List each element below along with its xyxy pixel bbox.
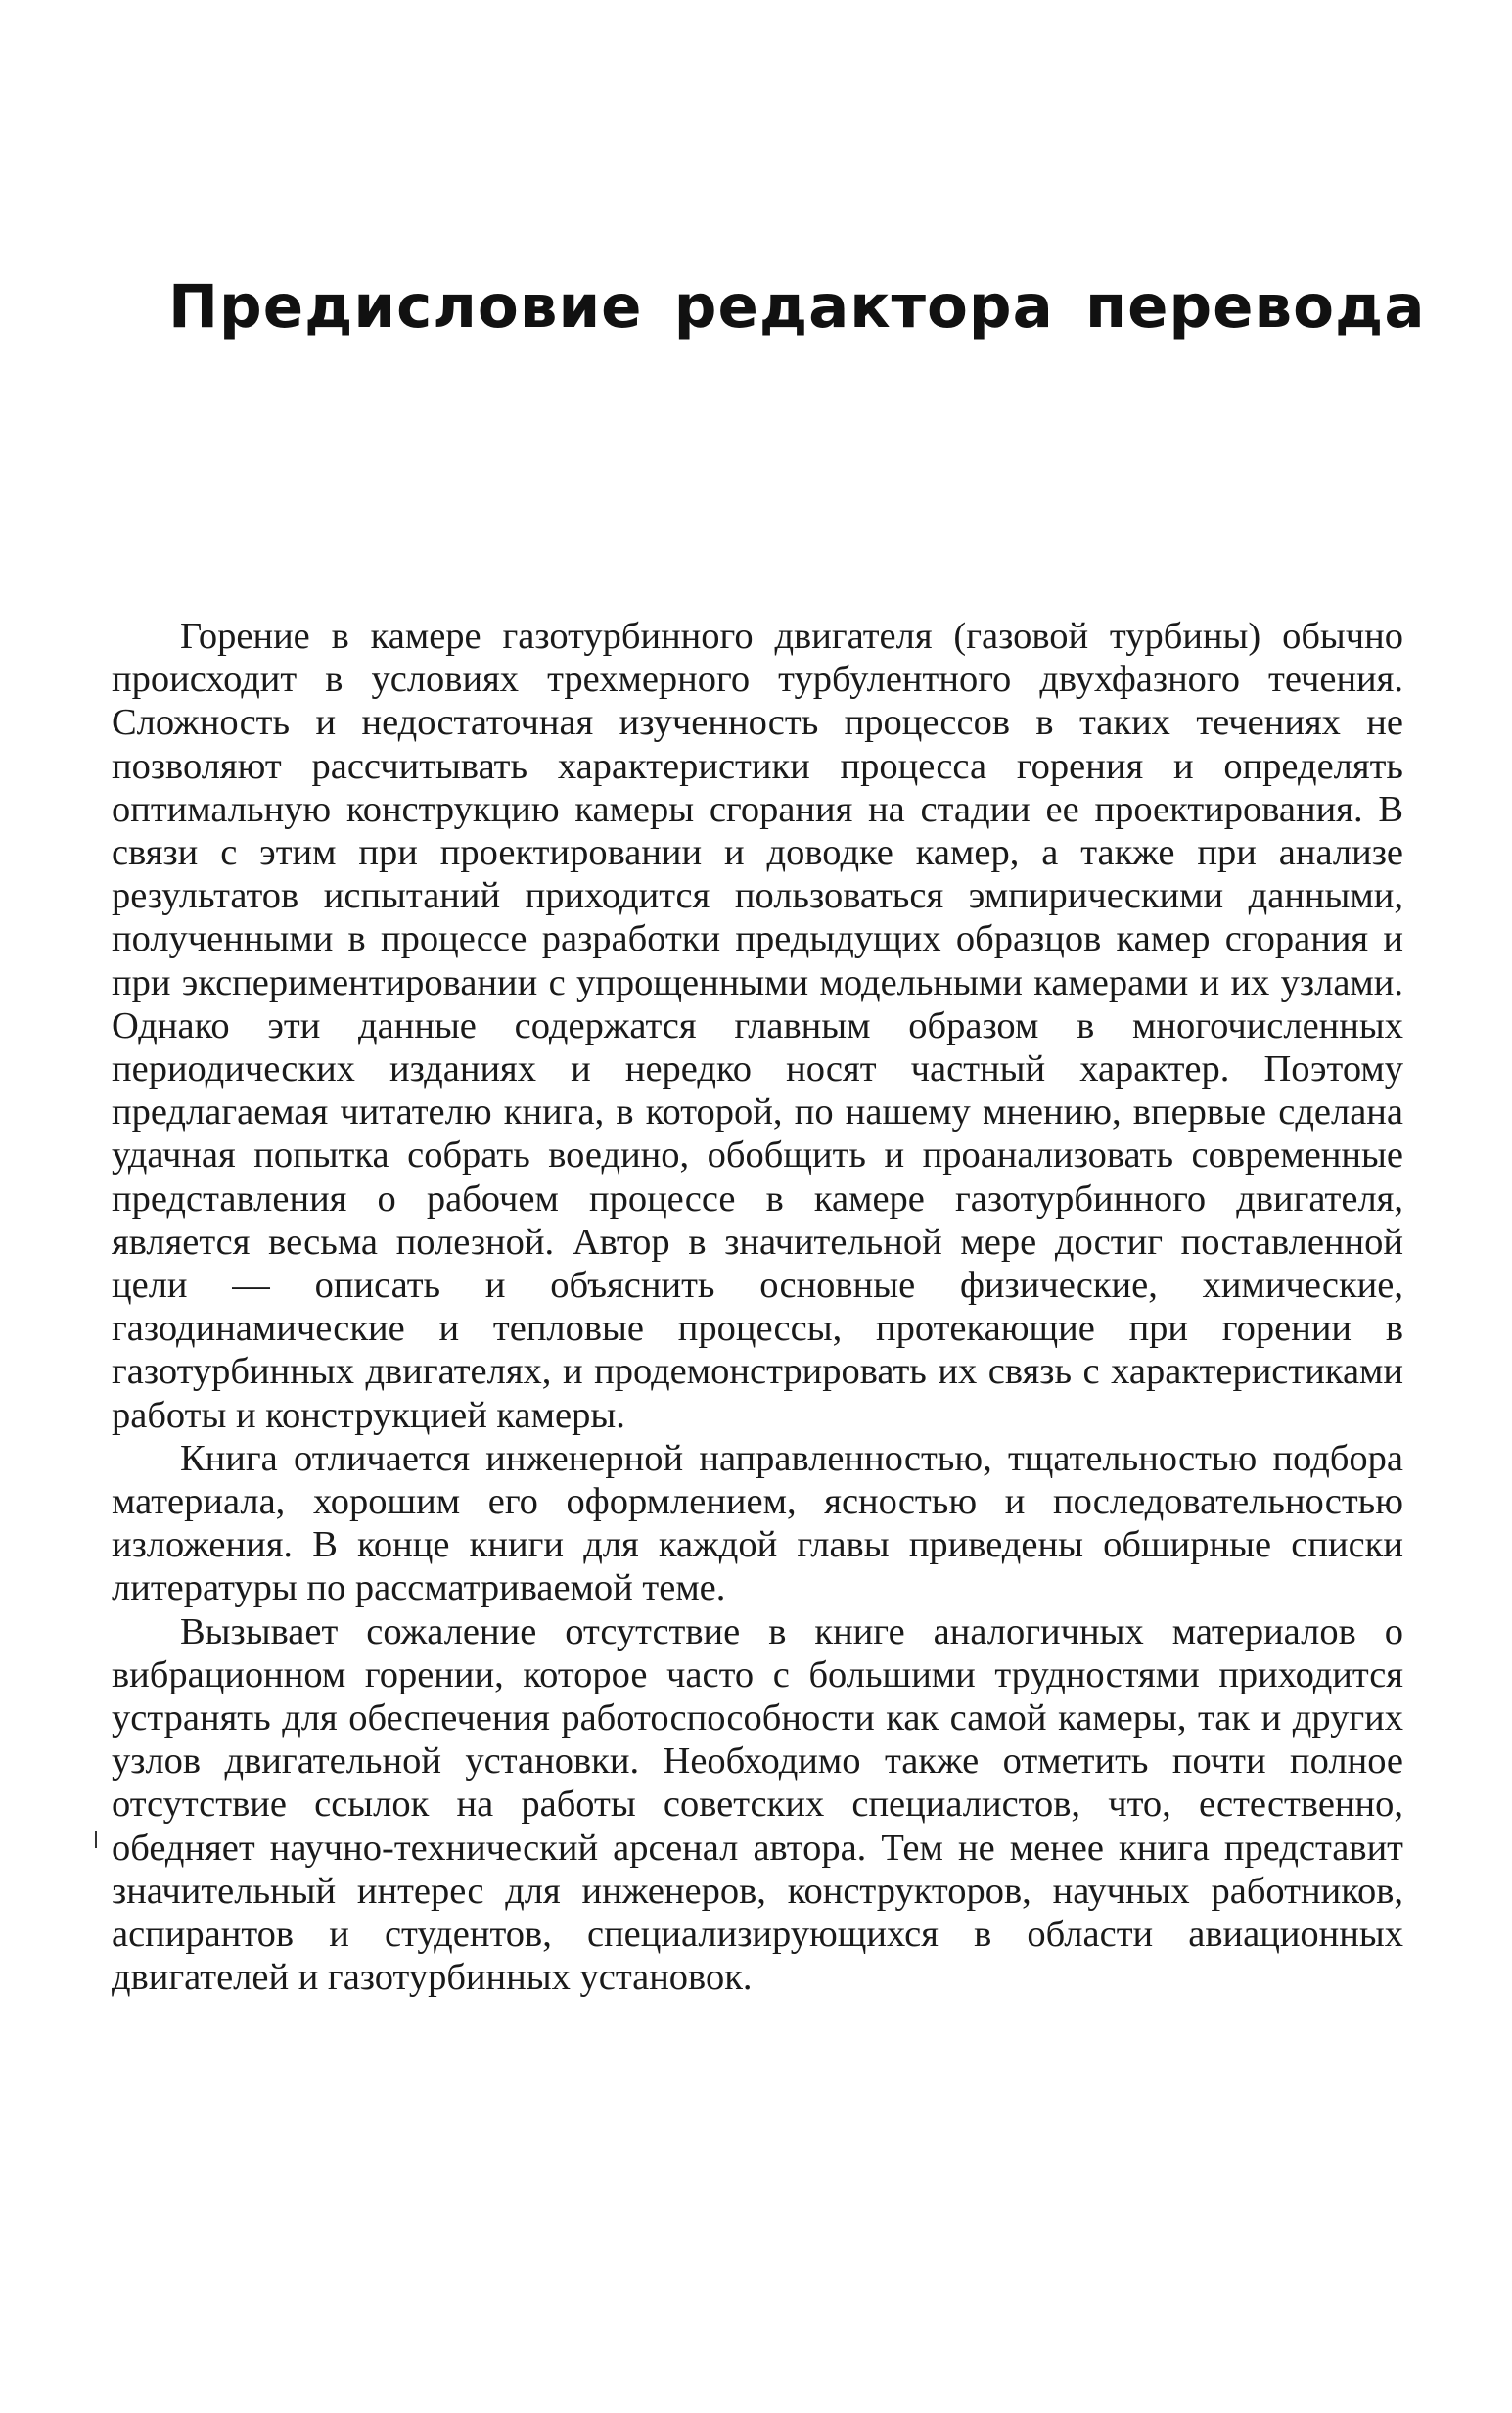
paragraph-1: Горение в камере газотурбинного двигателя (газовой турбины) обычно происходит в условиях трехмерного турбулентного двухфазного течения. Сложность и недостаточная изученность процессов в таких течениях не позволяют рассчитывать характеристики процесса горения и определять оптимальную конструкцию камеры сгорания на стадии ее проектирования. В связи с этим при проектировании и доводке камер, а также при анализе результатов испытаний приходится пользоваться эмпирическими данными, полученными в процессе разработки предыдущих образцов камер сгорания и при экспериментировании с упрощенными модельными камерами и их узлами. Однако эти данные содержатся главным образом в многочисленных периодических изданиях и нередко носят частный характер. Поэтому предлагаемая читателю книга, в которой, по нашему мнению, впервые сделана удачная попытка собрать воедино, обобщить и проанализовать современные представления о рабочем процессе в камере газотурбинного двигателя, является весьма полезной. Автор в значительной мере достиг поставленной цели — описать и объяснить основные физические, химические, газодинамические и тепловые процессы, протекающие при горении в газотурбинных двигателях, и продемонстрировать их связь с характеристиками работы и конструкцией камеры. [112, 616, 1403, 1436]
paragraph-2: Книга отличается инженерной направленностью, тщательностью подбора материала, хорошим его оформлением, ясностью и последовательностью изложения. В конце книги для каждой главы приведены обширные списки литературы по рассматриваемой теме. [112, 1437, 1403, 1609]
margin-mark [95, 1831, 97, 1848]
page-title: Предисловие редактора перевода [168, 272, 1426, 342]
preface-body [112, 615, 1403, 2000]
paragraph-3: Вызывает сожаление отсутствие в книге аналогичных материалов о вибрационном горении, которое часто с большими трудностями приходится устранять для обеспечения работоспособности как самой камеры, так и других узлов двигательной установки. Необходимо также отметить почти полное отсутствие ссылок на работы советских специалистов, что, естественно, обедняет научно-технический арсенал автора. Тем не менее книга представит значительный интерес для инженеров, конструкторов, научных работников, аспирантов и студентов, специализирующихся в области авиационных двигателей и газотурбинных установок. [112, 1610, 1403, 1999]
